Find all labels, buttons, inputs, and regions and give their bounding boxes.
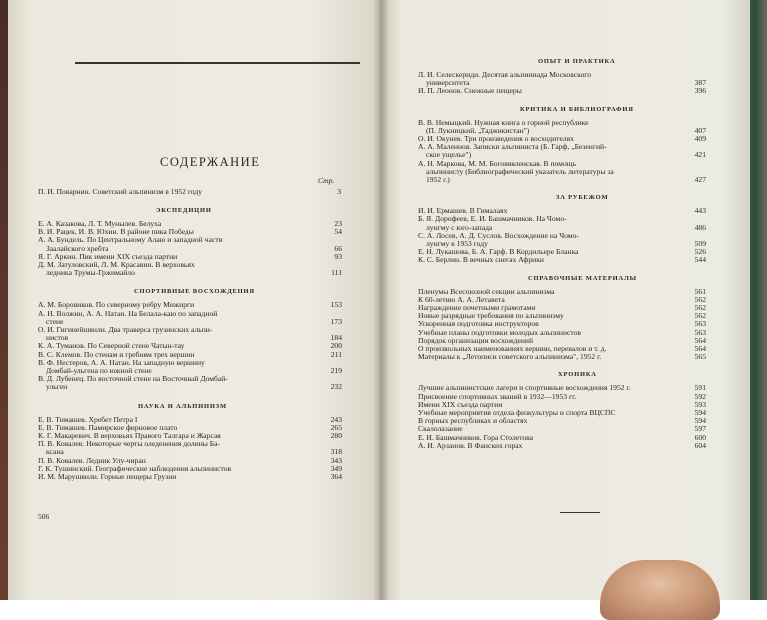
toc-entry-line: 1952 г.): [426, 175, 450, 184]
toc-entry-line: ксана: [46, 447, 64, 457]
toc-entry-line: Г. К. Тушинский. Географические наблюдения альпинистов: [38, 463, 232, 473]
toc-entry-line: К 60-летию А. А. Летавета: [418, 294, 505, 304]
toc-page-number: 54: [334, 227, 342, 237]
toc-entry-line: В. Ф. Нестеров, А. А. Натан. На западную вершину: [38, 357, 205, 367]
toc-page-number: 280: [330, 431, 342, 440]
toc-entry-line: А. Н. Маркова, М. М. Боговявленская. В помощь: [418, 158, 577, 168]
toc-page-number: 593: [694, 399, 706, 409]
toc-page-number: 486: [694, 222, 706, 232]
toc-entry-line: Награждение почетными грамотами: [418, 303, 536, 312]
toc-entry-line: стене: [46, 316, 64, 326]
toc-page-number: 562: [694, 294, 706, 304]
toc-entry-line: Лучшие альпинистские лагери и спортивные восхождения 1952 г.: [418, 383, 631, 393]
toc-page-number: 407: [694, 125, 706, 135]
toc-entry-line: А. И. Арзанов. В Фанских горах: [418, 440, 523, 450]
toc-entry-line: К. С. Берлин. В вечных снегах Африки: [418, 255, 544, 265]
toc-page-number: 592: [694, 391, 706, 401]
toc-entry-line: Л. И. Селескериди. Десятая альпиниада Московского: [418, 70, 592, 79]
toc-entry-line: Е. И. Башмачников. Гора Столетова: [418, 432, 534, 442]
toc-page-number: 600: [694, 432, 706, 442]
toc-entry-line: В. И. Рацек, И. В. Юхин. В районе пика Победы: [38, 227, 194, 237]
toc-page-number: 421: [694, 150, 706, 160]
toc-entry-line: Учебные мероприятия отдела физкультуры и спорта ВЦСПС: [418, 408, 616, 417]
toc-page-number: 184: [330, 333, 342, 343]
section-heading: ЭКСПЕДИЦИИ: [156, 207, 212, 214]
toc-page-number: 563: [694, 327, 706, 337]
right-end-rule: [560, 512, 600, 513]
toc-entry-line: Присвоение спортивных званий в 1932—1953 гг.: [418, 391, 577, 401]
toc-entry-line: И. М. Марушвили. Горные пещеры Грузии: [38, 472, 177, 481]
toc-page-number: 23: [334, 219, 342, 228]
toc-page-number: 597: [694, 424, 706, 434]
section-heading: ОПЫТ И ПРАКТИКА: [538, 58, 616, 65]
toc-entry-line: Пленумы Всесоюзной секции альпинизма: [418, 286, 555, 296]
toc-page-number: 243: [330, 414, 342, 424]
section-heading: СПРАВОЧНЫЕ МАТЕРИАЛЫ: [528, 274, 637, 282]
toc-page-number: 564: [694, 335, 706, 345]
toc-entry-line: ское ущелье"): [426, 150, 472, 160]
thumb: [600, 560, 720, 620]
toc-entry-line: Домбай-ульгена по южной стене: [46, 366, 152, 375]
toc-entry-line: О. И. Окунев. Три произведения о восходителях: [418, 134, 574, 143]
toc-page-number: 364: [330, 472, 342, 481]
toc-entry-line: И. П. Леонов. Снежные пещеры: [418, 86, 522, 96]
toc-page-number: 561: [694, 286, 706, 296]
toc-entry-line: Ускоренная подготовка инструкторов: [418, 319, 539, 329]
toc-page-number: 594: [694, 416, 706, 426]
toc-page-number: 153: [330, 300, 342, 310]
toc-page-number: 396: [694, 86, 706, 96]
toc-page-number: 526: [694, 247, 706, 257]
toc-page-number: 200: [330, 341, 342, 351]
left-cover-edge: [0, 0, 8, 600]
toc-entry-line: К. Г. Макаревич. В верховьях Правого Талгара и Жарсая: [38, 431, 221, 440]
section-heading: ЗА РУБЕЖОМ: [556, 194, 609, 202]
toc-page-number: 232: [330, 382, 342, 392]
section-heading: СПОРТИВНЫЕ ВОСХОЖДЕНИЯ: [134, 288, 255, 296]
toc-page-number: 604: [694, 440, 706, 450]
toc-entry-line: Б. Я. Дорофеев, Е. И. Башмачников. На Чомо-: [418, 214, 567, 224]
toc-entry-line: ульген: [46, 382, 68, 392]
toc-page-number: 562: [694, 311, 706, 321]
toc-page-number: 427: [694, 175, 706, 184]
toc-page-number: 562: [694, 303, 706, 312]
toc-page-number: 173: [330, 316, 342, 326]
toc-entry-line: П. В. Ковалев. Ледник Улу-чиран: [38, 455, 146, 465]
toc-entry-line: Д. М. Затуловский, Л. М. Красавин. В верховьях: [38, 260, 195, 269]
toc-page-number: 219: [330, 366, 342, 375]
book-gutter: [373, 0, 389, 600]
toc-entry-line: университета: [426, 78, 470, 88]
toc-entry-line: И. И. Ермашев. В Гималаях: [418, 206, 508, 216]
toc-page-number: 318: [330, 447, 342, 457]
toc-page-number: 563: [694, 319, 706, 329]
toc-entry-line: А. Н. Волжин, А. А. Натан. На Белала-каю по западной: [38, 308, 218, 318]
toc-page-number: 349: [330, 463, 342, 473]
toc-page-number: 111: [331, 268, 342, 278]
toc-entry-line: альпинисту (Библиографический указатель литературы за: [426, 166, 614, 176]
toc-entry-line: А. М. Боровиков. По северному ребру Мижирги: [38, 300, 195, 310]
toc-entry-line: К. А. Туманов. По Северной стене Чатын-тау: [38, 341, 185, 351]
section-heading: КРИТИКА И БИБЛИОГРАФИЯ: [520, 105, 634, 113]
toc-page-number: 66: [334, 243, 342, 253]
toc-page-number: 591: [694, 383, 706, 393]
toc-page-number: 265: [330, 422, 342, 432]
toc-page-number: 443: [694, 206, 706, 216]
toc-entry-line: П. В. Ковалев. Некоторые черты оледенения долины Ба-: [38, 439, 221, 449]
toc-entry-line: Учебные планы подготовки молодых альпинистов: [418, 327, 581, 337]
toc-entry-line: Е. А. Казакова, Л. Т. Мунылев. Белуха: [38, 219, 162, 228]
toc-page-number: 343: [330, 455, 342, 465]
toc-entry-line: Я. Г. Аркин. Пик имени XIX съезда партии: [38, 251, 178, 261]
page-column-label: Стр.: [318, 176, 335, 185]
toc-entry-line: Е. Н. Лукашова, Б. А. Гарф. В Кордильере Бланка: [418, 247, 579, 257]
toc-entry-line: О произвольных наименованиях вершин, перевалов и т. д.: [418, 344, 607, 353]
toc-entry-line: Имени XIX съезда партии: [418, 399, 503, 409]
toc-entry-line: лунгму в 1953 году: [426, 239, 488, 248]
toc-entry-line: В. С. Клемов. По стенам и гребням трех вершин: [38, 349, 195, 359]
toc-entry-line: лунгму с юго-запада: [426, 222, 493, 232]
toc-entry-line: нистов: [46, 333, 69, 343]
toc-entry-line: (П. Лукницкий, „Таджикистан"): [426, 125, 530, 135]
toc-entry-line: Е. В. Тимашев. Хребет Петра I: [38, 414, 138, 424]
toc-page-number: 565: [694, 352, 706, 362]
left-top-rule: [75, 62, 360, 64]
toc-entry-line: А. А. Бундель. По Центральному Алаю и западной части: [38, 235, 223, 245]
toc-entry-line: А. А. Малеинов. Записки альпиниста (Б. Гарф, „Безенгий-: [418, 142, 607, 152]
page-folio: 506: [38, 512, 50, 521]
toc-entry-line: Новые разрядные требования по альпинизму: [418, 311, 564, 321]
toc-entry-line: Порядок организации восхождений: [418, 335, 534, 345]
toc-page-number: 387: [694, 78, 706, 88]
toc-entry-line: О. И. Гигинейшвили. Два траверса грузинских альпи-: [38, 325, 213, 334]
toc-page-number: 544: [694, 255, 706, 265]
toc-page-number: 509: [694, 239, 706, 248]
toc-entry-line: ледника Трумы-Гржимайло: [46, 268, 135, 278]
toc-entry-line: С. А. Лосев, А. Д. Суслов. Восхождение на Чомо-: [418, 230, 579, 240]
toc-page-number: 409: [694, 134, 706, 143]
toc-entry-line: Заалайского хребта: [46, 243, 109, 253]
toc-page-number: 564: [694, 344, 706, 353]
toc-entry-line: В. Д. Лубенец. По восточной стене на Восточный Домбай-: [38, 374, 228, 384]
toc-entry-line: В. В. Немыцкий. Нужная книга о горной республике: [418, 117, 589, 127]
toc-entry-line: Материалы к „Летописи советского альпинизма", 1952 г.: [418, 352, 602, 362]
toc-entry-line: Скалолазание: [418, 424, 463, 434]
toc-entry-line: Е. В. Тимашев. Памирское фирновое плато: [38, 422, 178, 432]
contents-title: СОДЕРЖАНИЕ: [160, 155, 261, 169]
toc-page-number: 211: [330, 349, 342, 359]
intro-entry: П. И. Поварнин. Советский альпинизм в 1952 году: [38, 187, 203, 196]
intro-page: 3: [337, 187, 341, 196]
toc-page-number: 93: [334, 251, 342, 261]
section-heading: ХРОНИКА: [558, 371, 597, 379]
section-heading: НАУКА И АЛЬПИНИЗМ: [138, 402, 227, 410]
toc-entry-line: В горных республиках и областях: [418, 416, 528, 426]
toc-page-number: 594: [694, 408, 706, 417]
